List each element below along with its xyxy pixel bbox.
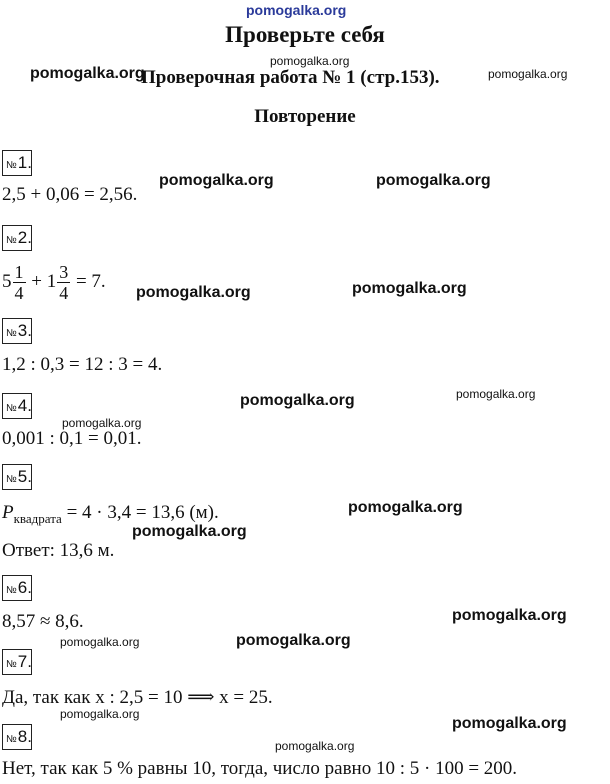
watermark: pomogalka.org xyxy=(60,635,140,649)
watermark: pomogalka.org xyxy=(275,739,355,753)
task-badge: №3. xyxy=(2,318,32,344)
task-badge: №8. xyxy=(2,724,32,750)
watermark: pomogalka.org xyxy=(236,632,351,649)
task-badge: №1. xyxy=(2,150,32,176)
watermark: pomogalka.org xyxy=(452,607,567,624)
watermark: pomogalka.org xyxy=(159,172,274,189)
watermark: pomogalka.org xyxy=(488,67,568,81)
watermark: pomogalka.org xyxy=(62,416,142,430)
task-badge: №4. xyxy=(2,393,32,419)
watermark-top: pomogalka.org xyxy=(246,2,347,18)
watermark: pomogalka.org xyxy=(376,172,491,189)
watermark: pomogalka.org xyxy=(452,715,567,732)
watermark: pomogalka.org xyxy=(30,65,145,82)
task-text: 2,5 + 0,06 = 2,56. xyxy=(2,184,138,205)
task-text: Нет, так как 5 % равны 10, тогда, число равно 10 : 5 · 100 = 200. xyxy=(2,758,518,779)
task-text: 0,001 : 0,1 = 0,01. xyxy=(2,428,142,449)
task-badge: №5. xyxy=(2,464,32,490)
task-text: 5 $\frac{1}{4}$ + 1 $\frac{3}{4}$ = 7. xyxy=(2,262,106,303)
answer-text: Ответ: 13,6 м. xyxy=(2,540,115,561)
fraction: $\frac{3}{4}$ xyxy=(59,262,69,303)
watermark: pomogalka.org xyxy=(270,54,350,68)
task-text: 8,57 ≈ 8,6. xyxy=(2,611,84,632)
section-title: Повторение xyxy=(254,106,356,127)
watermark: pomogalka.org xyxy=(348,499,463,516)
watermark: pomogalka.org xyxy=(240,392,355,409)
fraction: $\frac{1}{4}$ xyxy=(14,262,24,303)
watermark: pomogalka.org xyxy=(352,280,467,297)
watermark: pomogalka.org xyxy=(132,523,247,540)
task-text: 1,2 : 0,3 = 12 : 3 = 4. xyxy=(2,354,163,375)
page-title: Проверьте себя xyxy=(225,22,385,47)
watermark: pomogalka.org xyxy=(456,387,536,401)
task-text: $P_{квадрата} = 4 \cdot 3,4 = 13,6$ (м). xyxy=(2,502,219,526)
task-text: Да, так как x : 2,5 = 10 ⟹ x = 25. xyxy=(2,687,273,708)
task-badge: №7. xyxy=(2,649,32,675)
task-badge: №6. xyxy=(2,575,32,601)
work-title: Проверочная работа № 1 (стр.153). xyxy=(141,67,440,88)
watermark: pomogalka.org xyxy=(60,707,140,721)
watermark: pomogalka.org xyxy=(136,284,251,301)
task-badge: №2. xyxy=(2,225,32,251)
